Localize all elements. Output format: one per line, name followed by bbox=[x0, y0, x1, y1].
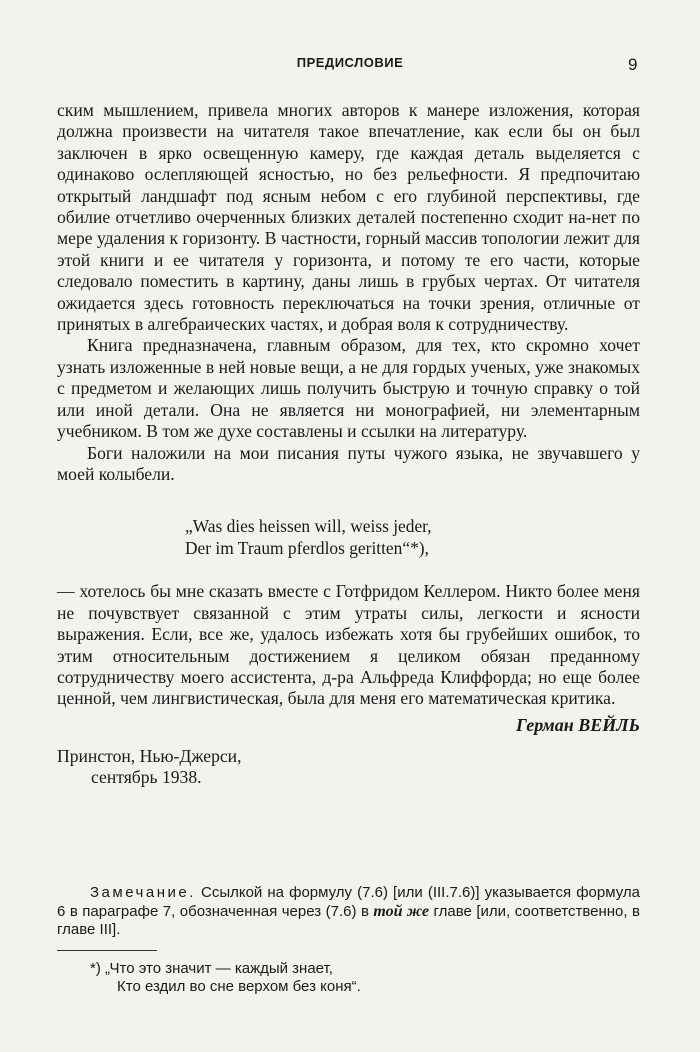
footnote-line-2: Кто ездил во сне верхом без коня“. bbox=[117, 978, 361, 995]
running-head: ПРЕДИСЛОВИЕ bbox=[296, 55, 404, 70]
footnote bbox=[90, 960, 590, 996]
paragraph-1: ским мышлением, привела многих авторов к манере изложения, которая должна произвести на читателя такое впечатление, как если бы он был заключен в ярко освещенную камеру, где каждая деталь выделяется с одинаково ослепляющей ясностью, но без рельефности. Я предпочитаю открытый ландшафт под ясным небом с его глубиной перспективы, где обилие отчетливо очерченных близких деталей постепенно сходит на-нет по мере удаления к горизонту. В частности, горный массив топологии лежит для этой книги и ее читателя у горизонта, и потому те его части, которые следовало поместить в картину, даны лишь в грубых чертах. От читателя ожидается здесь готовность переключаться на точки зрения, отличные от принятых в алгебраических частях, и добрая воля к сотрудничеству. bbox=[57, 100, 640, 335]
place: Принстон, Нью-Джерси, bbox=[57, 746, 242, 767]
remark-label: Замечание. bbox=[90, 884, 196, 901]
remark-emphasis: той же bbox=[373, 902, 430, 920]
footnote-rule bbox=[57, 950, 157, 951]
footnote-text-1: „Что это значит — каждый знает, bbox=[105, 960, 333, 977]
paragraph-4: — хотелось бы мне сказать вместе с Готфридом Келлером. Никто более меня не почувствует связанной с этим утраты силы, легкости и ясности выражения. Если, все же, удалось избежать хотя бы грубейших ошибок, то этим относительным достижением я целиком обязан преданному сотрудничеству моего ассистента, д-ра Альфреда Клиффорда; но еще более ценной, чем лингвистическая, была для меня его математическая критика. bbox=[57, 581, 640, 709]
verse-line-2: Der im Traum pferdlos geritten“*), bbox=[185, 538, 429, 559]
page-number: 9 bbox=[628, 55, 638, 74]
footnote-marker: *) bbox=[90, 960, 101, 977]
place-date bbox=[57, 746, 640, 788]
paragraph-3: Боги наложили на мои писания путы чужого языка, не звучавшего у моей колыбели. bbox=[57, 442, 640, 484]
main-text bbox=[57, 100, 640, 788]
footnote-line-1 bbox=[90, 960, 590, 978]
remark-text-before: Ссылкой на формулу (7.6) [или (III.7.6)] указывается формула 6 в параграфе 7, обозначенная через (7.6) в bbox=[57, 884, 640, 920]
remark-text-after: главе [или, соответственно, в главе III]. bbox=[57, 902, 641, 938]
author-signature: Герман ВЕЙЛЬ bbox=[515, 714, 640, 735]
verse-quote bbox=[185, 515, 640, 559]
paragraph-2: Книга предназначена, главным образом, для тех, кто скромно хочет узнать изложенные в ней новые вещи, а не для гордых ученых, уже знакомых с предметом и желающих лишь получить быструю и точную справку о той или иной детали. Она не является ни монографией, ни элементарным учебником. В том же духе составлены и ссылки на литературу. bbox=[57, 335, 640, 442]
date: сентябрь 1938. bbox=[91, 767, 202, 788]
remark-note bbox=[57, 884, 640, 940]
verse-line-1: „Was dies heissen will, weiss jeder, bbox=[185, 516, 432, 537]
